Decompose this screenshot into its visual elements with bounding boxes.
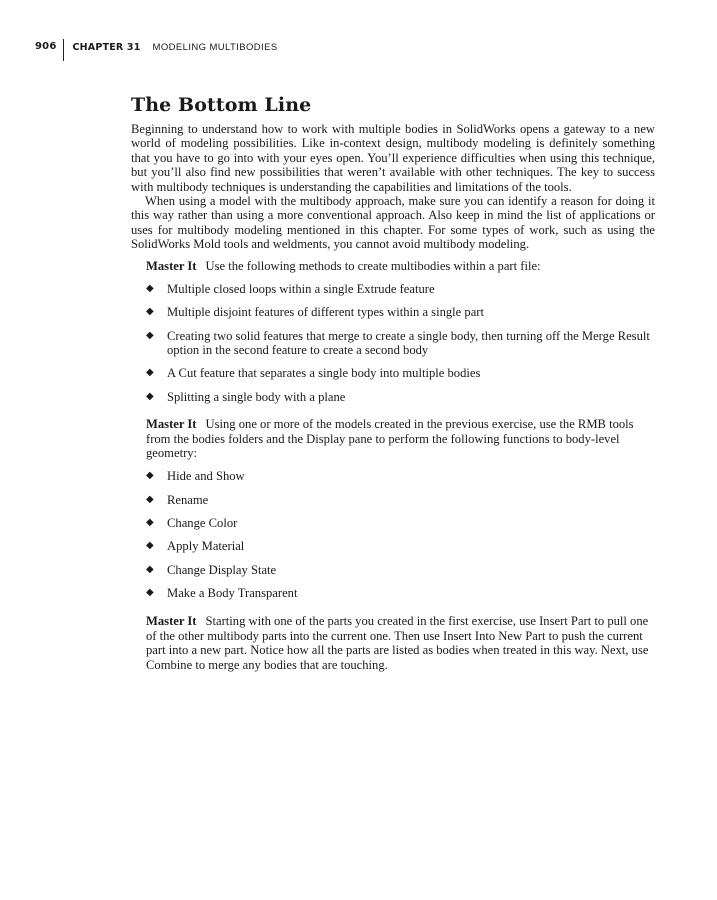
list-item: ◆ Rename	[146, 492, 209, 507]
diamond-bullet-icon: ◆	[146, 367, 154, 379]
running-head	[35, 40, 278, 61]
chapter-title: MODELING MULTIBODIES	[152, 42, 278, 53]
list-item: ◆ Make a Body Transparent	[146, 585, 298, 600]
master-it-exercise-3	[146, 614, 655, 672]
master-it-text: Starting with one of the parts you created in the first exercise, use Insert Part to pull one of the other multibody parts into the current one. Then use Insert Into New Part to push the current part into a new part. Notice how all the parts are listed as bodies when treated in this way. Next, use Combine to merge any bodies that are touching.	[146, 614, 649, 672]
section-title: The Bottom Line	[131, 94, 312, 116]
list-item: ◆ Splitting a single body with a plane	[146, 389, 346, 404]
diamond-bullet-icon: ◆	[146, 282, 154, 294]
diamond-bullet-icon: ◆	[146, 517, 154, 529]
bullet-list-2	[131, 469, 655, 600]
master-it-label: Master It	[146, 258, 197, 273]
page-content	[131, 94, 655, 672]
diamond-bullet-icon: ◆	[146, 306, 154, 318]
master-it-text: Use the following methods to create multibodies within a part file:	[205, 258, 541, 273]
master-it-label: Master It	[146, 614, 197, 629]
list-item: ◆ Hide and Show	[146, 469, 245, 484]
master-it-exercise-2	[146, 417, 655, 461]
diamond-bullet-icon: ◆	[146, 329, 154, 341]
intro-paragraph: When using a model with the multibody approach, make sure you can identify a reason for doing it this way rather than using a more conventional approach. Also keep in mind the list of applications or uses for multibody modeling mentioned in this chapter. For some types of work, such as using the SolidWorks Mold tools and weldments, you cannot avoid multibody modeling.	[131, 194, 655, 252]
intro-paragraph: Beginning to understand how to work with multiple bodies in SolidWorks opens a gateway to a new world of modeling possibilities. Like in-context design, multibody modeling is definitely something that you have to go into with your eyes open. You’ll experience difficulties when using this technique, but you’ll also find new possibilities that weren’t available with other techniques. The key to success with multibody techniques is understanding the capabilities and limitations of the tools.	[131, 122, 655, 194]
master-it-label: Master It	[146, 417, 197, 432]
diamond-bullet-icon: ◆	[146, 493, 154, 505]
page-number: 906	[35, 41, 57, 52]
diamond-bullet-icon: ◆	[146, 586, 154, 598]
diamond-bullet-icon: ◆	[146, 470, 154, 482]
diamond-bullet-icon: ◆	[146, 563, 154, 575]
list-item: ◆ Multiple disjoint features of different types within a single part	[146, 305, 484, 320]
list-item: ◆ A Cut feature that separates a single body into multiple bodies	[146, 366, 481, 381]
bullet-list-1	[131, 282, 655, 404]
master-it-exercise-1	[146, 259, 655, 274]
list-item: ◆ Creating two solid features that merge to create a single body, then turning off the Merge Result option in the second feature to create a second body	[146, 328, 650, 358]
list-item: ◆ Apply Material	[146, 539, 245, 554]
list-item: ◆ Change Display State	[146, 562, 277, 577]
chapter-label: CHAPTER 31	[72, 42, 141, 53]
list-item: ◆ Multiple closed loops within a single Extrude feature	[146, 281, 435, 296]
diamond-bullet-icon: ◆	[146, 390, 154, 402]
list-item: ◆ Change Color	[146, 516, 238, 531]
master-it-text: Using one or more of the models created in the previous exercise, use the RMB tools from the bodies folders and the Display pane to perform the following functions to body-level geometry:	[146, 417, 634, 461]
diamond-bullet-icon: ◆	[146, 540, 154, 552]
